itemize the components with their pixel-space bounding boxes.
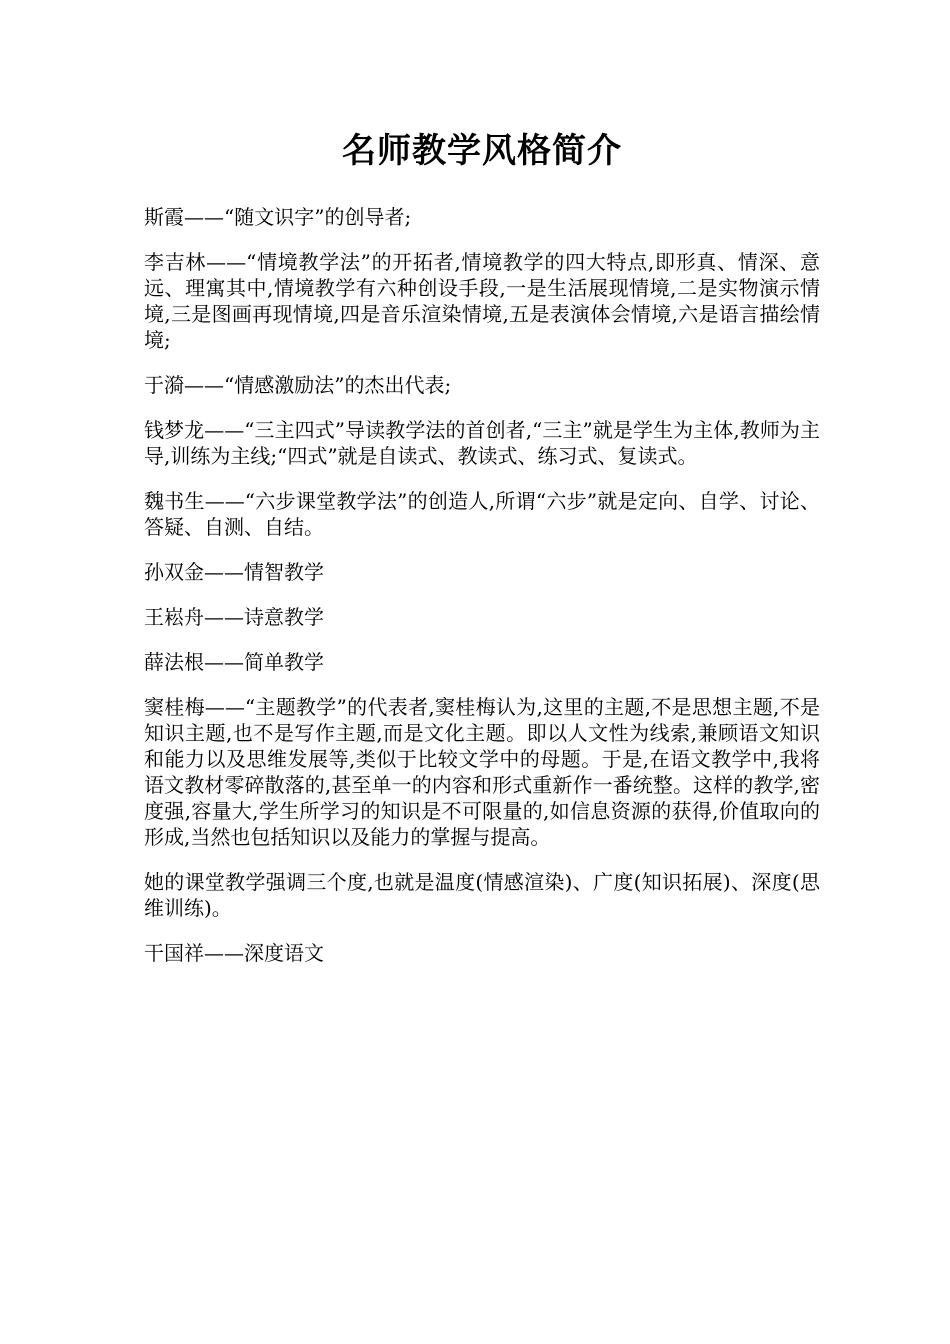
- paragraph-dou-guimei: 窦桂梅——“主题教学”的代表者,窦桂梅认为,这里的主题,不是思想主题,不是知识主题,也不是写作主题,而是文化主题。即以人文性为线索,兼顾语文知识和能力以及思维发展等,类似于比较文学中的母题。于是,在语文教学中,我将语文教材零碎散落的,甚至单一的内容和形式重新作一番统整。这样的教学,密度强,容量大,学生所学习的知识是不可限量的,如信息资源的获得,价值取向的形成,当然也包括知识以及能力的掌握与提高。: [144, 695, 820, 849]
- document-body: [144, 204, 820, 966]
- paragraph-three-degrees: 她的课堂教学强调三个度,也就是温度(情感渲染)、广度(知识拓展)、深度(思维训练)。: [144, 870, 820, 920]
- paragraph-li-jilin: 李吉林——“情境教学法”的开拓者,情境教学的四大特点,即形真、情深、意远、理寓其中,情境教学有六种创设手段,一是生活展现情境,二是实物演示情境,三是图画再现情境,四是音乐渲染情境,五是表演体会情境,六是语言描绘情境;: [144, 250, 820, 352]
- paragraph-si-xia: 斯霞——“随文识字”的创导者;: [144, 205, 412, 229]
- document-title: 名师教学风格简介: [342, 131, 622, 171]
- paragraph-gan-guoxiang: 干国祥——深度语文: [144, 941, 324, 965]
- paragraph-xue-fagen: 薛法根——简单教学: [144, 650, 324, 674]
- paragraph-yu-yi: 于漪——“情感激励法”的杰出代表;: [144, 373, 452, 397]
- paragraph-qian-menglong: 钱梦龙——“三主四式”导读教学法的首创者,“三主”就是学生为主体,教师为主导,训练为主线;“四式”就是自读式、教读式、练习式、复读式。: [144, 418, 820, 468]
- paragraph-wang-songzhou: 王崧舟——诗意教学: [144, 605, 324, 629]
- paragraph-wei-shusheng: 魏书生——“六步课堂教学法”的创造人,所谓“六步”就是定向、自学、讨论、答疑、自测、自结。: [144, 489, 820, 539]
- paragraph-sun-shuangjin: 孙双金——情智教学: [144, 560, 324, 584]
